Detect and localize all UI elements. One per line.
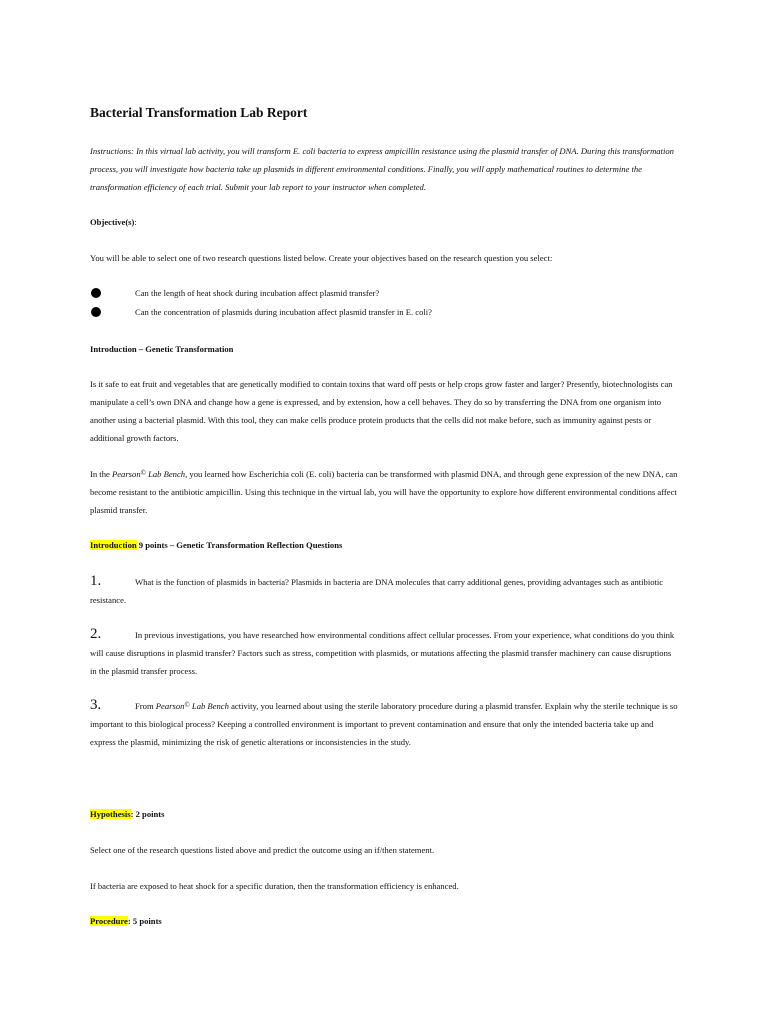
introduction-paragraph-1: Is it safe to eat fruit and vegetables that are genetically modified to contain toxins that ward off pests or help crops grow faster and larger? Presently, biotechnologists can manipulate a cell’s own DNA and change how a gene is expressed, and by extension, how a cell behaves. They do so by transferring the DNA from one organism into another using a bacterial plasmid. With this tool, they can make cells produce protein products that the cells did not make before, such as immunity against pests or additional growth factors. [90, 379, 673, 443]
objectives-text: You will be able to select one of two research questions listed below. Create your objectives based on the research question you select: [90, 253, 553, 263]
objectives-heading-label: Objective(s) [90, 217, 135, 227]
bullet-icon [91, 288, 101, 298]
hypothesis-heading [90, 805, 680, 823]
question-1 [90, 572, 680, 609]
objectives-heading [90, 213, 680, 231]
pearson-text: Pearson [155, 701, 185, 711]
intro-text-pre: In the [90, 469, 112, 479]
introduction-heading: Introduction – Genetic Transformation [90, 344, 234, 354]
list-item-text: Can the concentration of plasmids during incubation affect plasmid transfer in E. coli? [135, 307, 432, 317]
question-number: 3. [90, 697, 102, 713]
instructions-paragraph: Instructions: In this virtual lab activity, you will transform E. coli bacteria to express ampicillin resistance using the plasmid transfer of DNA. During this transformation process, you will investigate how bacteria take up plasmids in different environmental conditions. Finally, you will apply mathematical routines to determine the transformation efficiency of each trial. Submit your lab report to your instructor when completed. [90, 146, 674, 192]
page-title: Bacterial Transformation Lab Report [90, 105, 308, 120]
hypothesis-answer: If bacteria are exposed to heat shock for a specific duration, then the transformation efficiency is enhanced. [90, 881, 459, 891]
list-item [90, 284, 680, 302]
lab-bench-text: Lab Bench [189, 701, 229, 711]
question-text: In previous investigations, you have researched how environmental conditions affect cellular processes. From your experience, what conditions do you think will cause disruptions in plasmid transfer? Factors such as stress, competition with plasmids, or mutations affecting the plasmid transfer machinery can cause disruptions in the plasmid transfer process. [90, 630, 675, 676]
pearson-text: Pearson [111, 469, 141, 479]
highlighted-label: Hypothesis [90, 809, 131, 819]
question-text-pre: From [135, 701, 156, 711]
highlighted-label: Introduction [90, 540, 137, 550]
list-item [90, 303, 680, 321]
reflection-heading [90, 536, 680, 554]
bullet-icon [91, 307, 101, 317]
intro-text-post: , you learned how Escherichia coli (E. coli) bacteria can be transformed with plasmid DNA, and through gene expression of the new DNA, can become resistant to the antibiotic ampicillin. Using this technique in the virtual lab, you will have the opportunity to explore how different environmental conditions affect plasmid transfer. [90, 469, 678, 515]
question-number: 1. [90, 573, 102, 589]
hypothesis-heading-rest: : 2 points [130, 809, 165, 819]
reflection-heading-rest: 9 points – Genetic Transformation Reflection Questions [136, 540, 343, 550]
hypothesis-prompt: Select one of the research questions listed above and predict the outcome using an if/then statement. [90, 845, 435, 855]
question-3 [90, 696, 680, 751]
question-2 [90, 625, 680, 680]
question-text: What is the function of plasmids in bacteria? Plasmids in bacteria are DNA molecules that carry additional genes, providing advantages such as antibiotic resistance. [90, 577, 664, 605]
copyright-icon: © [184, 701, 190, 709]
list-item-text: Can the length of heat shock during incubation affect plasmid transfer? [135, 288, 380, 298]
question-number: 2. [90, 626, 102, 642]
question-text-post: activity, you learned about using the sterile laboratory procedure during a plasmid transfer. Explain why the sterile technique is so important to this biological process? Keeping a controlled environment is important to prevent contamination and ensure that only the intended bacteria take up and express the plasmid, minimizing the risk of genetic alterations or inconsistencies in the study. [90, 701, 678, 747]
objectives-heading-colon: : [134, 217, 137, 227]
procedure-heading [90, 912, 680, 930]
procedure-heading-rest: : 5 points [127, 916, 162, 926]
introduction-paragraph-2 [90, 465, 680, 519]
highlighted-label: Procedure [90, 916, 128, 926]
copyright-icon: © [140, 469, 146, 477]
lab-bench-text: Lab Bench [145, 469, 186, 479]
